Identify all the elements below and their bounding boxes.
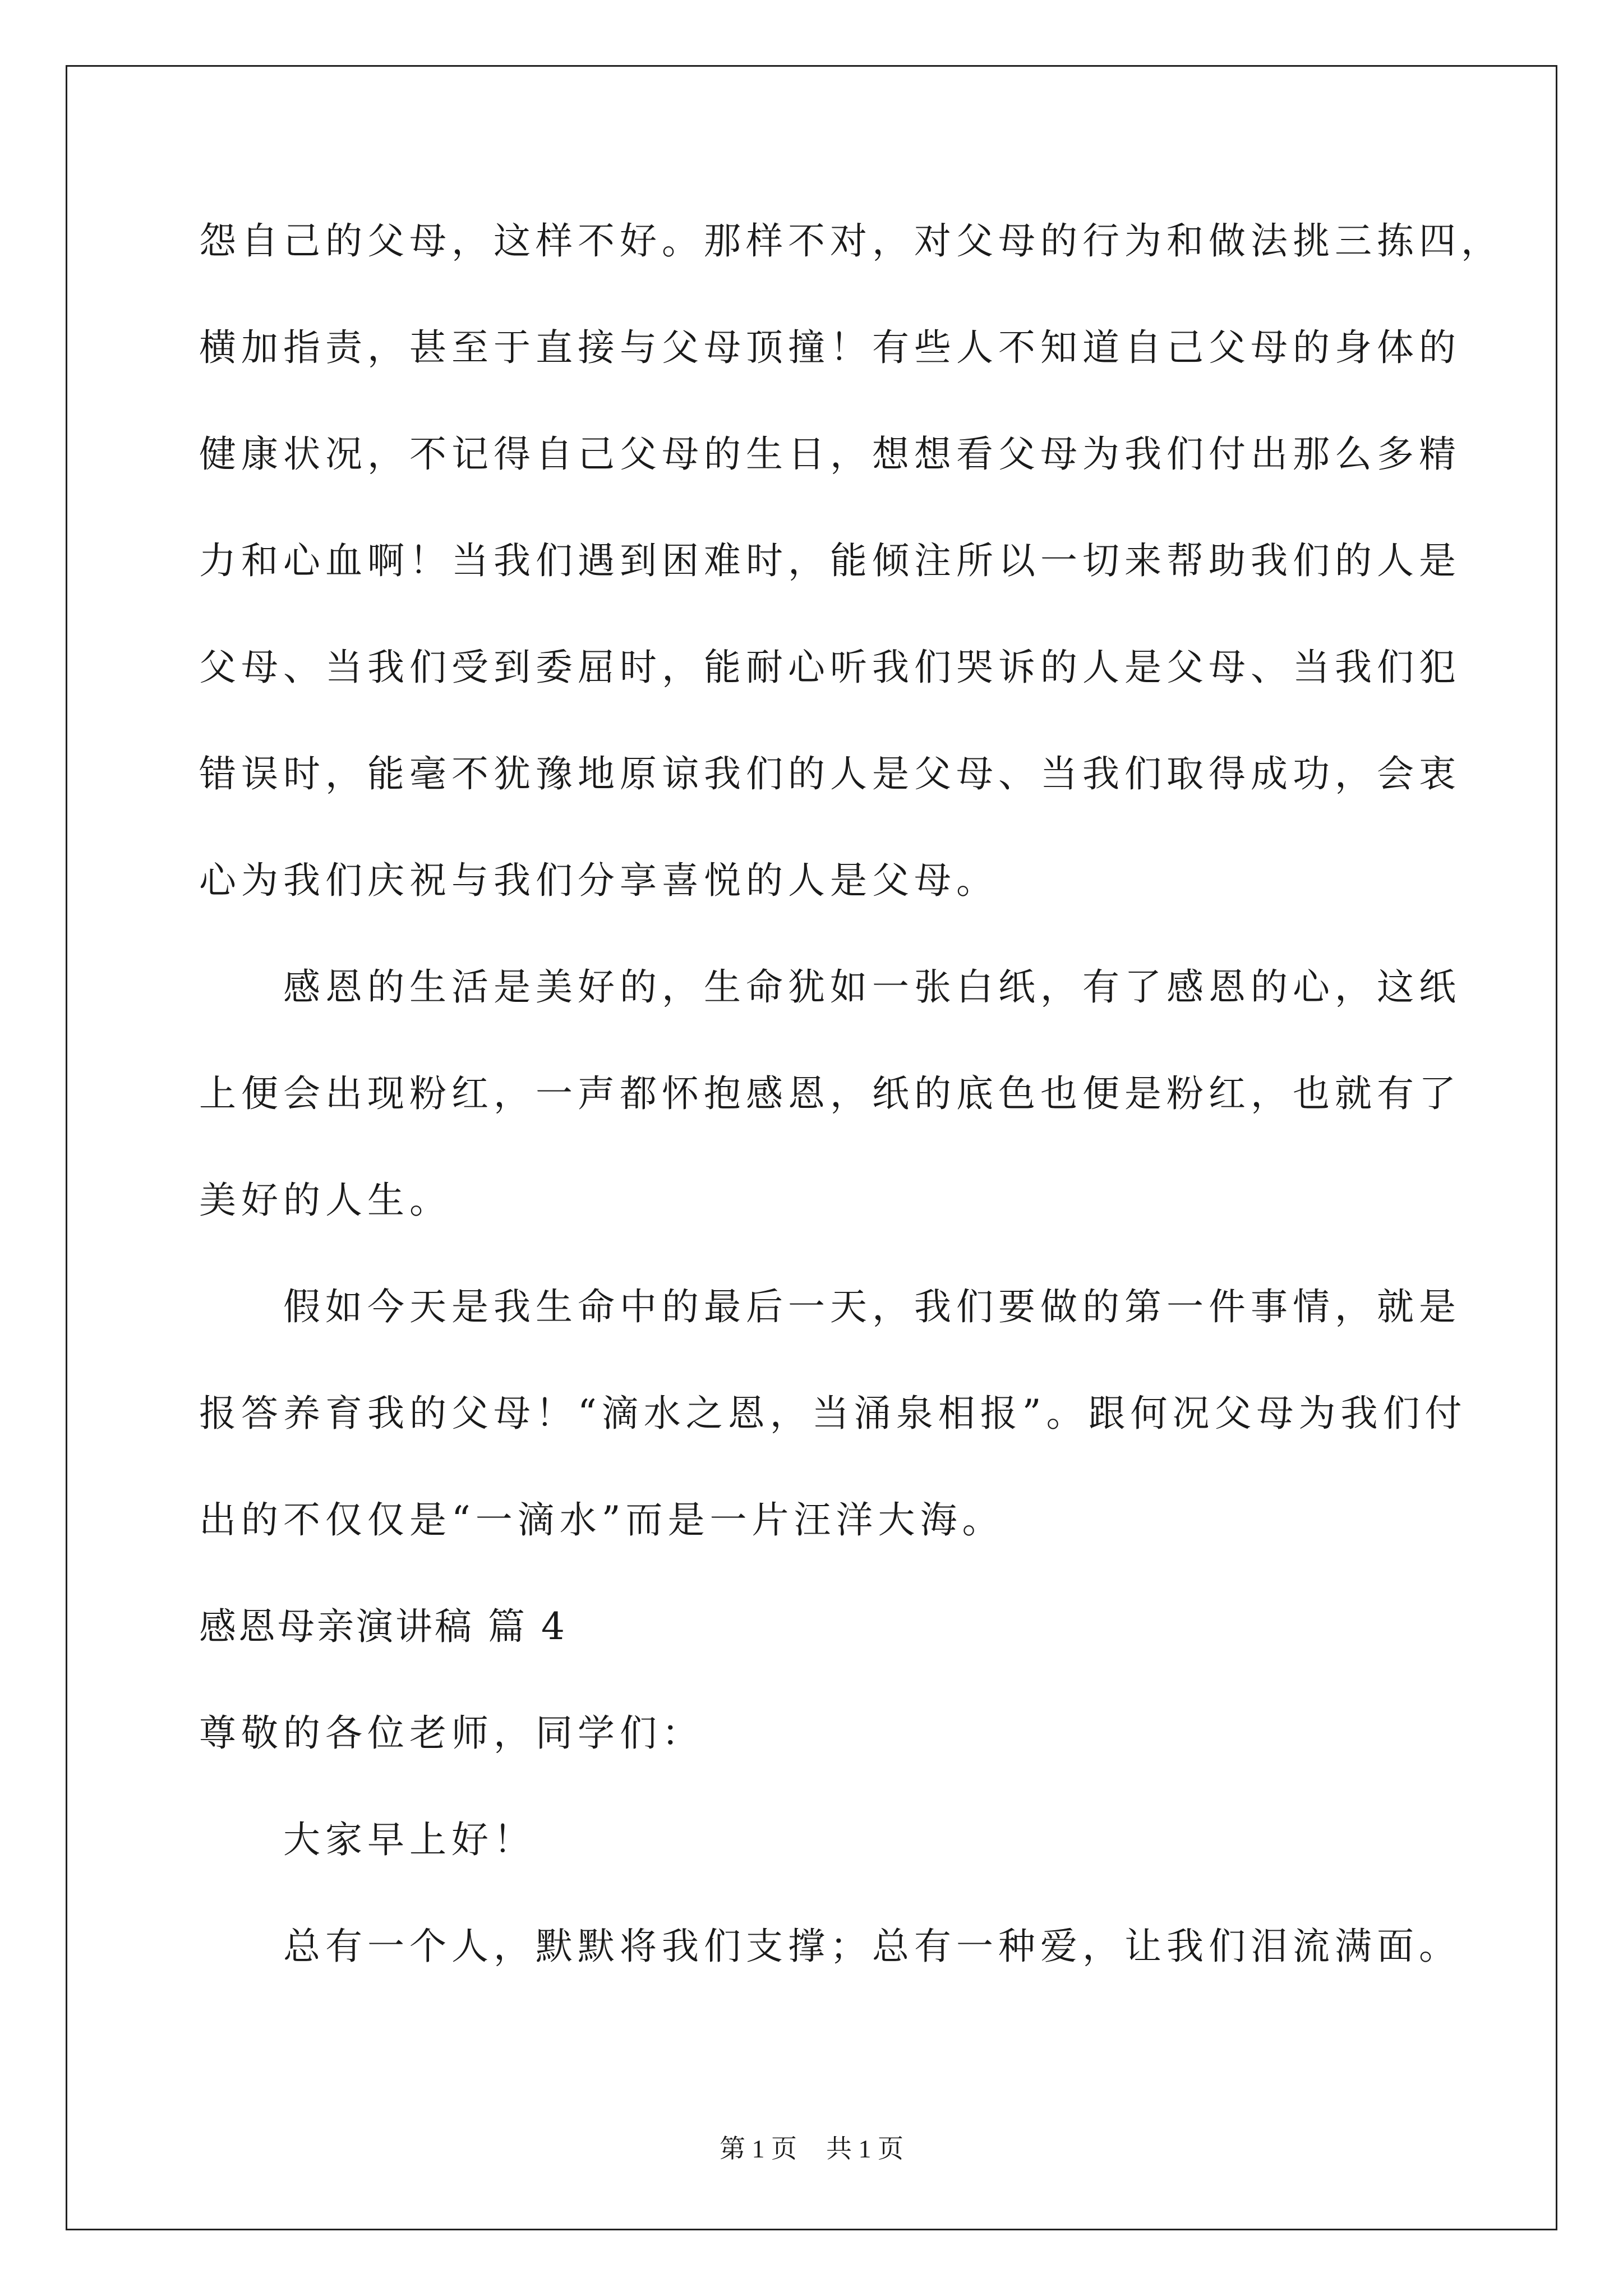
- paragraph-first-line: 假如今天是我生命中的最后一天，我们要做的第一件事情，就是: [283, 1285, 1461, 1328]
- body-text-line: 父母、当我们受到委屈时，能耐心听我们哭诉的人是父母、当我们犯: [199, 646, 1461, 689]
- body-text-line: 报答养育我的父母！“滴水之恩，当涌泉相报”。跟何况父母为我们付: [199, 1392, 1467, 1435]
- salutation: 尊敬的各位老师，同学们：: [199, 1711, 704, 1755]
- document-body: [199, 216, 1503, 2028]
- page-number: 第 1 页: [720, 2134, 797, 2163]
- body-text-line: 怨自己的父母，这样不好。那样不对，对父母的行为和做法挑三拣四，: [199, 219, 1503, 263]
- paragraph-first-line: 总有一个人，默默将我们支撑；总有一种爱，让我们泪流满面。: [283, 1925, 1461, 1968]
- body-text-line: 横加指责，甚至于直接与父母顶撞！有些人不知道自己父母的身体的: [199, 326, 1461, 369]
- body-text-line: 健康状况，不记得自己父母的生日，想想看父母为我们付出那么多精: [199, 432, 1461, 476]
- body-text-line: 出的不仅仅是“一滴水”而是一片汪洋大海。: [199, 1498, 1004, 1542]
- body-text-line: 错误时，能毫不犹豫地原谅我们的人是父母、当我们取得成功，会衷: [199, 752, 1461, 795]
- body-text-line: 上便会出现粉红，一声都怀抱感恩，纸的底色也便是粉红，也就有了: [199, 1072, 1461, 1115]
- paragraph-first-line: 感恩的生活是美好的，生命犹如一张白纸，有了感恩的心，这纸: [283, 965, 1461, 1009]
- body-text-line: 心为我们庆祝与我们分享喜悦的人是父母。: [199, 859, 998, 902]
- section-heading: 感恩母亲演讲稿 篇 4: [199, 1605, 567, 1648]
- greeting: 大家早上好！: [283, 1818, 536, 1861]
- page-footer: [0, 2132, 1623, 2166]
- page-total: 共 1 页: [826, 2134, 903, 2163]
- body-text-line: 美好的人生。: [199, 1179, 451, 1222]
- body-text-line: 力和心血啊！当我们遇到困难时，能倾注所以一切来帮助我们的人是: [199, 539, 1461, 582]
